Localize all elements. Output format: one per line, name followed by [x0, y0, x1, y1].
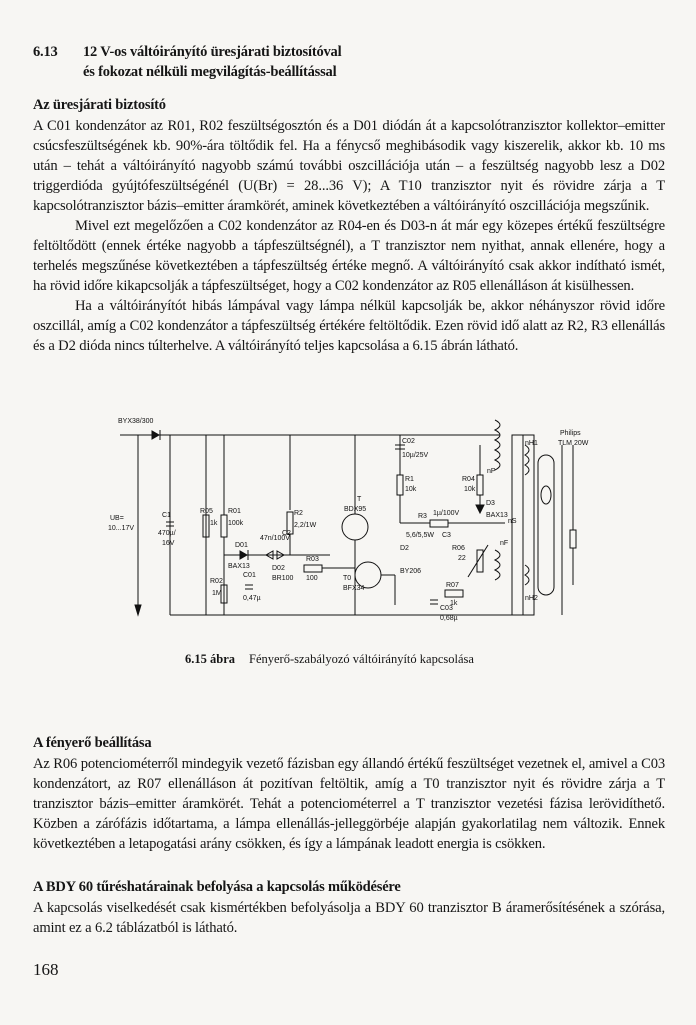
nh2-label: nH2 [525, 595, 538, 602]
arrow-icon [135, 605, 141, 615]
r3-power-label: 5,6/5,5W [406, 532, 435, 539]
resistor-r3 [430, 520, 448, 527]
coil-nf [495, 550, 500, 580]
c01-label: C01 [243, 572, 256, 579]
capacitor-lamp [570, 530, 576, 548]
t-label: T [357, 496, 362, 503]
c3-label: C3 [442, 532, 451, 539]
figure-number: 6.15 ábra [185, 652, 235, 666]
c02-label: C02 [402, 438, 415, 445]
subsection-heading-bdy60: A BDY 60 tűréshatárainak befolyása a kapcsolás működésére [33, 879, 401, 895]
resistor-r04 [477, 475, 483, 495]
lamp-type-label: TLM 20W [558, 440, 589, 447]
diode-icon [152, 431, 159, 439]
paragraph: A kapcsolás viselkedését csak kismértékben befolyásolja a BDY 60 tranzisztor B áramerősítésének a szórása, amint ez a 6.2 táblázatból is látható. [33, 900, 665, 936]
r06-label: R06 [452, 545, 465, 552]
r04-value-label: 10k [464, 486, 476, 493]
paragraph: Ha a váltóirányítót hibás lámpával vagy lámpa nélkül kapcsolják be, akkor néhányszor rövid időre oszcillál, amíg a C02 kondenzátor a tápfeszültség értékére feltöltődik. Ezen rövid idő alatt az R2, R3 ellenállás és a D2 dióda nincs túlterhelve. A váltóirányító teljes kapcsolása a 6.15 ábrán látható. [33, 298, 665, 354]
d3-label: D3 [486, 500, 495, 507]
r05-label: R05 [200, 508, 213, 515]
d01-label: D01 [235, 542, 248, 549]
subsection-heading-brightness: A fényerő beállítása [33, 735, 152, 751]
c02-value-label: 10µ/25V [402, 452, 429, 459]
subsection-heading-idle-protection: Az üresjárati biztosító [33, 97, 166, 113]
bax13-left-label: BAX13 [228, 563, 250, 570]
section-title-line2: és fokozat nélküli megvilágítás-beállítással [83, 64, 337, 80]
c2-label: C2 [282, 530, 291, 537]
r3-value-label: 1µ/100V [433, 510, 460, 517]
paragraph: Mivel ezt megelőzően a C02 kondenzátor az R04-en és D03-n át már egy közepes értékű feszültségre feltöltődött (ennek értéke nagyobb a tápfeszültségnél), a T tranzisztor nem nyithat, annak ellenére, hogy a terhelés megszűnése következtében a tápfeszültség értéke megnő. A váltóirányító csak akkor indítható ismét, ha rövid időre kikapcsolják a tápfeszültséget, hogy a C02 kondenzátor az R05 ellenálláson át kisülhessen. [33, 218, 665, 294]
transistor-t [342, 514, 368, 540]
d2-type-label: BY206 [400, 568, 422, 575]
section-heading [33, 42, 673, 82]
r02-value-label: 1M [212, 590, 222, 597]
d02-label: D02 [272, 565, 285, 572]
resistor-r07 [445, 590, 463, 597]
coil-nh1 [525, 445, 529, 475]
c03-value-label: 0,68µ [440, 615, 458, 622]
lamp-brand-label: Philips [560, 430, 581, 437]
supply-range-label: 10...17V [108, 525, 135, 532]
circuit-diagram [100, 405, 600, 640]
paragraph: Az R06 potenciométerről mindegyik vezető fázisban egy állandó értékű feszültséget vezetnek el, amivel a C03 kondenzátort, az R07 ellenálláson át pozitívan feltöltik, amíg a T0 tranzisztor nyit és rövidre zárja a T tranzisztor bázis–emitter áramkörét. Tehát a potenciométerrel a T tranzisztor vezetési fázisa lerövidíthető. Közben a zárófázis időtartama, a lámpa ellenállás-jelleggörbéje alapján gyakorlatilag nem változik. Ennek következtében a letapogatási arány csökken, és így a lámpának leadott energia is csökken. [33, 756, 665, 852]
diode-label: BYX38/300 [118, 418, 154, 425]
d2-label: D2 [400, 545, 409, 552]
r03-label: R03 [306, 556, 319, 563]
bdy60-text [33, 898, 665, 938]
figure-caption [185, 652, 474, 667]
c1-voltage-label: 16V [162, 540, 175, 547]
r3-label: R3 [418, 513, 427, 520]
supply-label: UB= [110, 515, 124, 522]
paragraph: A C01 kondenzátor az R01, R02 feszültségosztón és a D01 diódán át a kapcsolótranzisztor kollektor–emitter csúcsfeszültségének kb. 90%-ára töltődik fel. Ha a fénycső meghibásodik vagy kiszerelik, akkor kb. 10 ms után – tehát a váltóirányító nagyobb számú további oszcillációja után – a feszültség nagyobb lesz a D02 triggerdióda gyújtófeszültségénél (U(Br) = 28...36 V); A T10 tranzisztor nyit és rövidre zárja a T kapcsolótranzisztor bázis–emitter áramkörét, aminek következtében a váltóirányító oszcillációja megszűnik. [33, 118, 665, 214]
figure-caption-text: Fényerő-szabályozó váltóirányító kapcsolása [249, 652, 474, 666]
r2-label: R2 [294, 510, 303, 517]
r01-value-label: 100k [228, 520, 244, 527]
r04-label: R04 [462, 476, 475, 483]
nh1-label: nH1 [525, 440, 538, 447]
d02-type-label: BR100 [272, 575, 294, 582]
r07-value-label: 1k [450, 600, 458, 607]
page-number: 168 [33, 960, 59, 979]
resistor-r1 [397, 475, 403, 495]
r2-value-label: 2,2/1W [294, 522, 317, 529]
np-label: nP [487, 468, 496, 475]
ns-label: nS [508, 518, 517, 525]
r02-label: R02 [210, 578, 223, 585]
brightness-text [33, 754, 665, 854]
r06-value-label: 22 [458, 555, 466, 562]
t0-label: T0 [343, 575, 352, 582]
c1-label: C1 [162, 512, 171, 519]
c03-label: C03 [440, 605, 453, 612]
capacitor-47n-label: 47n/100V [260, 535, 290, 542]
coil-nh2 [525, 565, 529, 585]
resistor-r01 [221, 515, 227, 537]
section-title-line1: 12 V-os váltóirányító üresjárati biztosítóval [83, 44, 342, 60]
fluorescent-tube [538, 455, 554, 595]
r05-value-label: 1k [210, 520, 218, 527]
c01-value-label: 0,47µ [243, 595, 261, 602]
idle-protection-text [33, 116, 665, 356]
r07-label: R07 [446, 582, 459, 589]
t0-type-label: BFX34 [343, 585, 365, 592]
r03-value-label: 100 [306, 575, 318, 582]
bax13-right-label: BAX13 [486, 512, 508, 519]
c1-value-label: 470µ/ [158, 530, 176, 537]
coil-np [495, 420, 500, 470]
nf-label: nF [500, 540, 509, 547]
r1-label: R1 [405, 476, 414, 483]
section-number: 6.13 [33, 44, 58, 60]
t-type-label: BDX95 [344, 506, 367, 513]
resistor-r03 [304, 565, 322, 572]
r01-label: R01 [228, 508, 241, 515]
r1-value-label: 10k [405, 486, 417, 493]
